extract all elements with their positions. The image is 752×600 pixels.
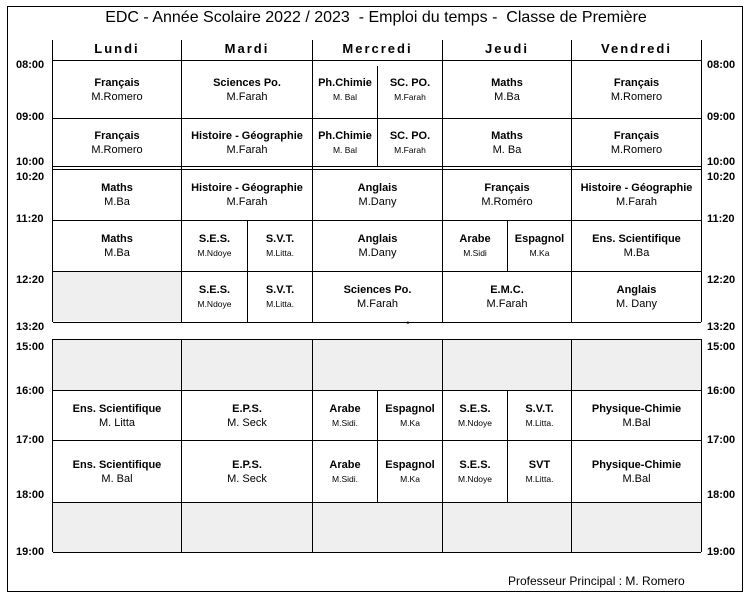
- subject-label: Anglais: [357, 233, 398, 245]
- time-label: 11:20: [707, 213, 735, 225]
- class-slot: [182, 119, 312, 166]
- empty-slot-lundi-1220: [53, 272, 181, 321]
- class-slot: [443, 391, 507, 440]
- grid-line: [53, 322, 701, 323]
- time-label: 10:20: [16, 171, 45, 183]
- time-label: 15:00: [707, 341, 736, 353]
- time-label: 12:20: [16, 274, 45, 286]
- subject-label: Ens. Scientifique: [72, 458, 162, 471]
- class-slot: [182, 61, 312, 118]
- subject-label: Histoire - Géographie: [191, 182, 303, 194]
- footer-principal-teacher: Professeur Principal : M. Romero: [508, 574, 685, 588]
- teacher-label: M.Litta.: [266, 248, 294, 258]
- teacher-label: M.Farah: [486, 298, 528, 310]
- class-slot: [182, 221, 247, 271]
- subject-label: Sciences Po.: [213, 76, 281, 89]
- class-slot: [313, 61, 377, 118]
- day-header-lundi: Lundi: [94, 41, 140, 56]
- subject-label: Français: [484, 182, 530, 194]
- subject-label: Français: [94, 129, 140, 142]
- teacher-label: M.Litta.: [266, 299, 294, 309]
- subject-label: Maths: [101, 182, 133, 194]
- subject-label: Histoire - Géographie: [580, 182, 693, 194]
- day-header-jeudi: Jeudi: [485, 41, 529, 56]
- subject-label: E.M.C.: [490, 284, 524, 296]
- subject-label: S.E.S.: [459, 402, 491, 415]
- class-slot: [508, 221, 571, 271]
- subject-label: E.P.S.: [232, 458, 262, 471]
- class-slot: [378, 119, 442, 166]
- class-slot: [443, 272, 571, 322]
- teacher-label: M.Romero: [610, 143, 663, 156]
- class-slot: [248, 221, 312, 271]
- subject-label: Anglais: [616, 284, 657, 296]
- subject-label: Maths: [491, 129, 523, 142]
- time-label: 18:00: [707, 489, 736, 501]
- class-slot: [313, 272, 442, 322]
- subject-label: Espagnol: [385, 458, 435, 471]
- teacher-label: M.Farah: [394, 144, 426, 155]
- class-slot: [182, 170, 312, 220]
- subject-label: SC. PO.: [389, 76, 431, 89]
- teacher-label: M.Dany: [358, 196, 397, 208]
- subject-label: S.V.T.: [265, 284, 295, 296]
- time-label: 11:20: [16, 213, 44, 225]
- time-label: 10:20: [707, 171, 736, 183]
- subject-label: Physique-Chimie: [591, 402, 682, 415]
- subject-label: Physique-Chimie: [591, 458, 682, 471]
- small-mark: °: [406, 320, 410, 330]
- class-slot: [572, 441, 701, 502]
- time-label: 19:00: [16, 546, 45, 558]
- subject-label: Espagnol: [385, 402, 435, 415]
- class-slot: [53, 61, 181, 118]
- grid-line: [701, 40, 702, 322]
- teacher-label: M. Bal: [332, 144, 358, 155]
- class-slot: [313, 441, 377, 502]
- teacher-label: M.Ndoye: [197, 299, 232, 309]
- teacher-label: M.Farah: [226, 143, 268, 156]
- subject-label: SVT: [528, 458, 551, 471]
- class-slot: [53, 441, 181, 502]
- time-label: 17:00: [707, 434, 736, 446]
- subject-label: Arabe: [459, 233, 491, 245]
- teacher-label: M.Sidi.: [332, 417, 358, 428]
- subject-label: Maths: [491, 76, 523, 89]
- class-slot: [313, 391, 377, 440]
- teacher-label: M. Ba: [492, 143, 522, 156]
- teacher-label: M.Ba: [623, 247, 650, 259]
- class-slot: [313, 170, 442, 220]
- teacher-label: M. Bal: [332, 91, 358, 102]
- subject-label: S.V.T.: [525, 402, 554, 415]
- page-title: EDC - Année Scolaire 2022 / 2023 - Emploi du temps - Classe de Première: [105, 9, 647, 26]
- teacher-label: M.Dany: [358, 247, 397, 259]
- empty-afternoon-1800-row: [53, 503, 701, 552]
- subject-label: Ens. Scientifique: [592, 233, 681, 245]
- class-slot: [182, 391, 312, 440]
- time-label: 13:20: [16, 321, 45, 333]
- class-slot: [53, 170, 181, 220]
- time-label: 17:00: [16, 434, 45, 446]
- teacher-label: M.Sidi.: [332, 473, 358, 484]
- day-header-mercredi: Mercredi: [342, 41, 413, 56]
- teacher-label: M.Ka: [400, 417, 420, 428]
- time-label: 12:20: [707, 274, 736, 286]
- grid-line: [53, 502, 701, 503]
- class-slot: [508, 391, 571, 440]
- subject-label: Sciences Po.: [343, 284, 412, 296]
- teacher-label: M. Bal: [101, 472, 133, 485]
- teacher-label: M.Farah: [226, 90, 268, 103]
- subject-label: Anglais: [357, 182, 398, 194]
- class-slot: [443, 221, 507, 271]
- class-slot: [248, 272, 312, 322]
- time-label: 08:00: [16, 59, 45, 71]
- grid-line: [53, 166, 701, 167]
- empty-afternoon-1500-row: [53, 340, 701, 390]
- teacher-label: M.Ndoye: [457, 417, 492, 428]
- subject-label: E.P.S.: [232, 402, 262, 415]
- teacher-label: M.Romero: [610, 90, 663, 103]
- teacher-label: M.Ndoye: [197, 248, 232, 258]
- teacher-label: M.Roméro: [481, 196, 533, 208]
- teacher-label: M.Farah: [357, 298, 398, 310]
- class-slot: [572, 272, 701, 322]
- grid-line: [53, 339, 701, 340]
- teacher-label: M.Ka: [400, 473, 420, 484]
- day-header-vendredi: Vendredi: [601, 41, 672, 56]
- class-slot: [53, 221, 181, 271]
- teacher-label: M. Litta: [98, 416, 136, 429]
- class-slot: [182, 441, 312, 502]
- time-label: 16:00: [707, 385, 736, 397]
- teacher-label: M.Romero: [91, 90, 143, 103]
- day-header-mardi: Mardi: [224, 41, 270, 56]
- class-slot: [313, 221, 442, 271]
- class-slot: [53, 119, 181, 166]
- time-label: 13:20: [707, 321, 736, 333]
- subject-label: Français: [613, 129, 660, 142]
- subject-label: Ph.Chimie: [318, 129, 372, 142]
- class-slot: [378, 391, 442, 440]
- class-slot: [443, 441, 507, 502]
- time-label: 08:00: [707, 59, 736, 71]
- class-slot: [182, 272, 247, 322]
- time-label: 09:00: [16, 111, 45, 123]
- subject-label: S.E.S.: [198, 284, 231, 296]
- teacher-label: M.Farah: [394, 91, 426, 102]
- subject-label: Espagnol: [514, 233, 565, 245]
- class-slot: [443, 170, 571, 220]
- teacher-label: M.Ndoye: [457, 473, 492, 484]
- subject-label: SC. PO.: [389, 129, 431, 142]
- class-slot: [572, 170, 701, 220]
- subject-label: S.E.S.: [459, 458, 491, 471]
- subject-label: Français: [94, 76, 140, 89]
- teacher-label: M.Litta.: [525, 417, 554, 428]
- time-label: 15:00: [16, 341, 45, 353]
- class-slot: [508, 441, 571, 502]
- time-label: 10:00: [16, 156, 45, 168]
- grid-line: [701, 339, 702, 552]
- teacher-label: M.Ba: [494, 90, 520, 103]
- class-slot: [378, 441, 442, 502]
- teacher-label: M. Dany: [616, 298, 657, 310]
- class-slot: [572, 61, 701, 118]
- teacher-label: M. Seck: [227, 416, 267, 429]
- subject-label: Ph.Chimie: [318, 76, 372, 89]
- subject-label: Arabe: [329, 402, 361, 415]
- time-label: 16:00: [16, 385, 45, 397]
- teacher-label: M. Seck: [227, 472, 267, 485]
- teacher-label: M.Ba: [104, 247, 130, 259]
- teacher-label: M.Litta.: [525, 473, 554, 484]
- subject-label: S.E.S.: [198, 233, 231, 245]
- grid-line: [53, 552, 701, 553]
- teacher-label: M.Ba: [104, 196, 130, 208]
- time-label: 19:00: [707, 546, 736, 558]
- teacher-label: M.Bal: [622, 416, 651, 429]
- teacher-label: M.Farah: [226, 196, 268, 208]
- time-label: 10:00: [707, 156, 736, 168]
- class-slot: [378, 61, 442, 118]
- subject-label: S.V.T.: [265, 233, 295, 245]
- time-label: 09:00: [707, 111, 736, 123]
- class-slot: [572, 119, 701, 166]
- teacher-label: M.Farah: [616, 196, 657, 208]
- class-slot: [313, 119, 377, 166]
- subject-label: Arabe: [329, 458, 361, 471]
- subject-label: Maths: [101, 233, 133, 245]
- teacher-label: M.Ka: [529, 248, 550, 258]
- class-slot: [443, 119, 571, 166]
- teacher-label: M.Romero: [91, 143, 143, 156]
- class-slot: [53, 391, 181, 440]
- teacher-label: M.Bal: [622, 472, 651, 485]
- subject-label: Ens. Scientifique: [72, 402, 162, 415]
- class-slot: [572, 391, 701, 440]
- teacher-label: M.Sidi: [463, 248, 487, 258]
- class-slot: [572, 221, 701, 271]
- time-label: 18:00: [16, 489, 45, 501]
- subject-label: Histoire - Géographie: [191, 129, 303, 142]
- subject-label: Français: [613, 76, 660, 89]
- class-slot: [443, 61, 571, 118]
